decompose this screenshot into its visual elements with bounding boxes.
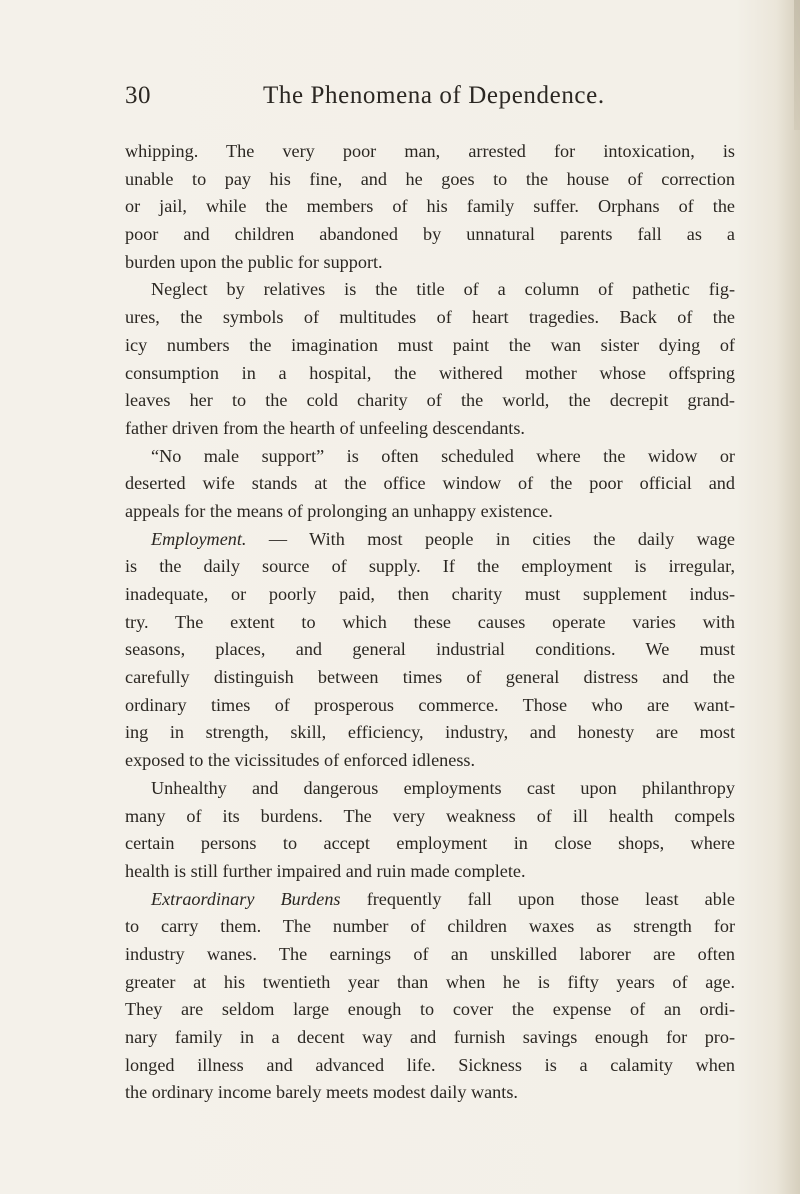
text-line: leaves her to the cold charity of the world, the decrepit grand-	[125, 390, 735, 411]
text-line: try. The extent to which these causes operate varies with	[125, 611, 735, 632]
text-line: many of its burdens. The very weakness of ill health compels	[125, 805, 735, 826]
text-line: the ordinary income barely meets modest daily wants.	[125, 1082, 518, 1103]
text-line: burden upon the public for support.	[125, 251, 383, 272]
text-run: frequently fall upon those least able	[340, 888, 735, 909]
text-line: to carry them. The number of children waxes as strength for	[125, 916, 735, 937]
text-line: certain persons to accept employment in close shops, where	[125, 833, 735, 854]
section-heading-extraordinary-burdens: Extraordinary Burdens	[151, 888, 341, 909]
text-line: exposed to the vicissitudes of enforced idleness.	[125, 750, 476, 771]
text-line: greater at his twentieth year than when he is fifty years of age.	[125, 971, 735, 992]
section-heading-employment: Employment.	[151, 528, 247, 549]
text-line: deserted wife stands at the office window of the poor official and	[125, 473, 735, 494]
text-line: unable to pay his fine, and he goes to the house of correction	[125, 168, 735, 189]
text-line: ordinary times of prosperous commerce. Those who are want-	[125, 694, 735, 715]
text-line: father driven from the hearth of unfeeling descendants.	[125, 417, 525, 438]
text-line: Neglect by relatives is the title of a column of pathetic fig-	[151, 279, 735, 300]
text-line: Unhealthy and dangerous employments cast upon philanthropy	[151, 777, 735, 798]
page-number: 30	[125, 82, 151, 109]
text-line: whipping. The very poor man, arrested for intoxication, is	[125, 141, 735, 161]
text-line: consumption in a hospital, the withered mother whose offspring	[125, 362, 735, 383]
text-line: ures, the symbols of multitudes of heart tragedies. Back of the	[125, 307, 735, 328]
text-line: inadequate, or poorly paid, then charity must supplement indus-	[125, 584, 735, 604]
text-line: or jail, while the members of his family suffer. Orphans of the	[125, 196, 735, 217]
text-line: health is still further impaired and ruin made complete.	[125, 860, 526, 881]
chapter-title: The Phenomena of Dependence.	[263, 82, 605, 109]
text-line	[125, 526, 735, 554]
text-line: longed illness and advanced life. Sickness is a calamity when	[125, 1054, 735, 1075]
text-line: carefully distinguish between times of general distress and the	[125, 667, 735, 688]
body-text	[125, 138, 735, 1107]
text-line	[125, 886, 735, 914]
text-line: ing in strength, skill, efficiency, industry, and honesty are most	[125, 722, 735, 743]
text-line: seasons, places, and general industrial conditions. We must	[125, 639, 735, 660]
text-line: is the daily source of supply. If the employment is irregular,	[125, 556, 735, 577]
text-line: They are seldom large enough to cover the expense of an ordi-	[125, 999, 735, 1020]
text-line: icy numbers the imagination must paint the wan sister dying of	[125, 334, 735, 355]
text-line: “No male support” is often scheduled where the widow or	[151, 445, 735, 466]
text-line: nary family in a decent way and furnish savings enough for pro-	[125, 1027, 735, 1047]
running-head	[0, 82, 800, 116]
text-line: appeals for the means of prolonging an unhappy existence.	[125, 500, 553, 521]
text-run: — With most people in cities the daily wage	[246, 528, 735, 549]
text-line: industry wanes. The earnings of an unskilled laborer are often	[125, 943, 735, 964]
text-line: poor and children abandoned by unnatural parents fall as a	[125, 224, 735, 245]
